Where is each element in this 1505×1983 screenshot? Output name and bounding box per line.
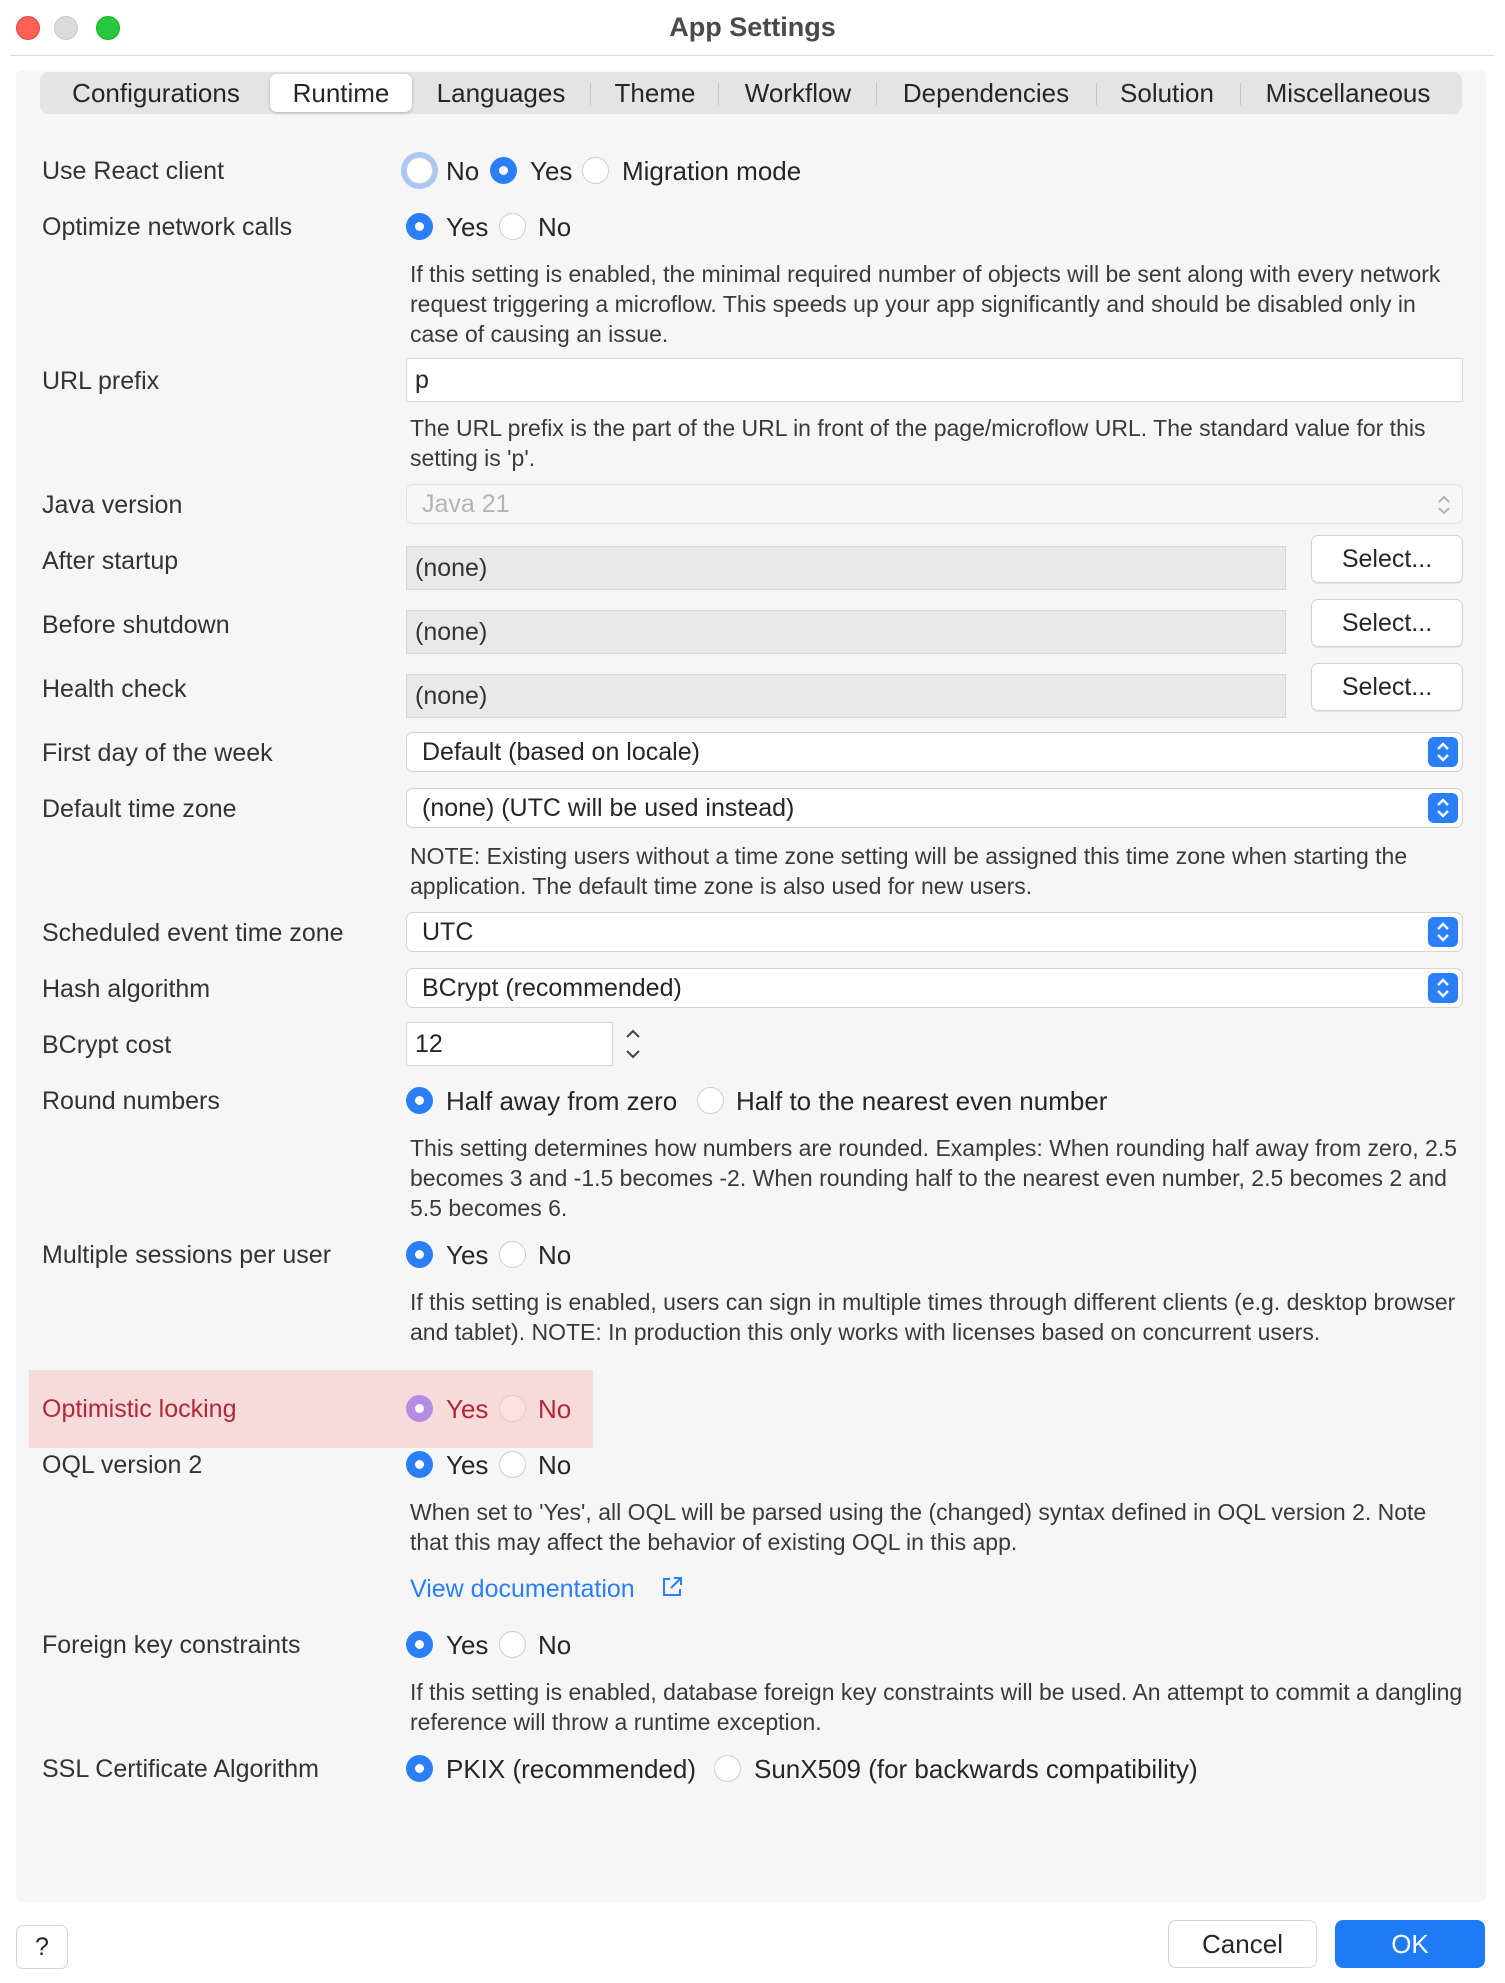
title-bar: [0, 0, 1505, 56]
scheduled-tz-select[interactable]: [406, 912, 1463, 952]
fk-yes-radio[interactable]: [406, 1631, 433, 1658]
hash-value: BCrypt (recommended): [422, 974, 682, 1002]
locking-no-label[interactable]: No: [538, 1394, 572, 1424]
scheduled-tz-label: Scheduled event time zone: [42, 919, 344, 947]
health-check-select-button[interactable]: Select...: [1311, 663, 1463, 711]
network-description: If this setting is enabled, the minimal required number of objects will be sent along with every network request triggering a microflow. This speeds up your app significantly and should be disabled only in case of causing an issue.: [410, 261, 1441, 347]
updown-chevron-icon: [1428, 917, 1458, 947]
network-label: Optimize network calls: [42, 213, 293, 241]
java-version-label: Java version: [42, 491, 183, 519]
network-yes-radio[interactable]: [406, 213, 433, 240]
oql-label: OQL version 2: [42, 1451, 203, 1479]
react-migration-label[interactable]: Migration mode: [622, 156, 802, 186]
window-title: App Settings: [669, 12, 836, 42]
oql-no-label[interactable]: No: [538, 1450, 572, 1480]
view-documentation-link[interactable]: [410, 1575, 684, 1604]
stepper-chevron-icon: [620, 1022, 646, 1066]
oql-description: When set to 'Yes', all OQL will be parsed using the (changed) syntax defined in OQL version 2. Note that this may affect the behavior of existing OQL in this app.: [410, 1499, 1427, 1555]
time-zone-select[interactable]: [406, 788, 1463, 828]
after-startup-value: (none): [406, 546, 1286, 590]
hash-label: Hash algorithm: [42, 975, 211, 1003]
url-prefix-description: The URL prefix is the part of the URL in front of the page/microflow URL. The standard value for this setting is 'p'.: [410, 415, 1426, 471]
time-zone-value: (none) (UTC will be used instead): [422, 794, 795, 822]
network-yes-label[interactable]: Yes: [446, 212, 489, 242]
after-startup-select-button[interactable]: Select...: [1311, 535, 1463, 583]
first-day-label: First day of the week: [42, 739, 273, 767]
url-prefix-label: URL prefix: [42, 367, 160, 395]
scheduled-tz-value: UTC: [422, 918, 474, 946]
java-version-value: Java 21: [422, 490, 510, 518]
sessions-yes-label[interactable]: Yes: [446, 1240, 489, 1270]
locking-no-radio[interactable]: [499, 1395, 526, 1422]
external-link-icon: [660, 1575, 684, 1599]
round-numbers-description: This setting determines how numbers are rounded. Examples: When rounding half away from zero, 2.5 becomes 3 and -1.5 becomes -2. When rounding half to the nearest even number, 2.5 becomes 2 and 5.5 becomes 6.: [410, 1135, 1458, 1221]
optimistic-locking-label: Optimistic locking: [42, 1395, 237, 1423]
cancel-button[interactable]: Cancel: [1168, 1920, 1317, 1968]
fk-label: Foreign key constraints: [42, 1631, 301, 1659]
tab-miscellaneous[interactable]: Miscellaneous: [1265, 78, 1431, 108]
before-shutdown-label: Before shutdown: [42, 611, 230, 639]
network-no-label[interactable]: No: [538, 212, 572, 242]
react-yes-label[interactable]: Yes: [530, 156, 573, 186]
ssl-label: SSL Certificate Algorithm: [42, 1755, 319, 1783]
after-startup-label: After startup: [42, 547, 179, 575]
health-check-label: Health check: [42, 675, 187, 703]
round-half-away-radio[interactable]: [406, 1087, 433, 1114]
bcrypt-label: BCrypt cost: [42, 1031, 172, 1059]
updown-chevron-icon: [1428, 793, 1458, 823]
before-shutdown-value: (none): [406, 610, 1286, 654]
tab-runtime[interactable]: Runtime: [270, 74, 412, 112]
react-no-radio[interactable]: [406, 157, 433, 184]
fk-no-label[interactable]: No: [538, 1630, 572, 1660]
locking-yes-label[interactable]: Yes: [446, 1394, 489, 1424]
view-documentation-label: View documentation: [410, 1575, 635, 1603]
react-migration-radio[interactable]: [582, 157, 609, 184]
sessions-description: If this setting is enabled, users can sign in multiple times through different clients (e.g. desktop browser and tablet). NOTE: In production this only works with licenses based on concurrent users.: [410, 1289, 1456, 1345]
before-shutdown-select-button[interactable]: Select...: [1311, 599, 1463, 647]
hash-select[interactable]: [406, 968, 1463, 1008]
fk-yes-label[interactable]: Yes: [446, 1630, 489, 1660]
ssl-sunx509-radio[interactable]: [714, 1755, 741, 1782]
help-button[interactable]: ?: [16, 1925, 68, 1969]
updown-chevron-icon: [1428, 973, 1458, 1003]
title-separator: [10, 55, 1495, 56]
tab-workflow[interactable]: Workflow: [744, 78, 852, 108]
java-version-select: [406, 484, 1463, 524]
tab-languages[interactable]: Languages: [436, 78, 566, 108]
updown-chevron-icon: [1436, 494, 1452, 516]
round-numbers-label: Round numbers: [42, 1087, 220, 1115]
tab-dependencies[interactable]: Dependencies: [902, 78, 1070, 108]
round-half-even-radio[interactable]: [697, 1087, 724, 1114]
ssl-pkix-radio[interactable]: [406, 1755, 433, 1782]
first-day-select[interactable]: [406, 732, 1463, 772]
health-check-value: (none): [406, 674, 1286, 718]
ssl-sunx509-label[interactable]: SunX509 (for backwards compatibility): [754, 1754, 1198, 1784]
sessions-no-label[interactable]: No: [538, 1240, 572, 1270]
round-half-away-label[interactable]: Half away from zero: [446, 1086, 678, 1116]
fk-no-radio[interactable]: [499, 1631, 526, 1658]
react-yes-radio[interactable]: [490, 157, 517, 184]
bcrypt-cost-input[interactable]: 12: [406, 1022, 613, 1066]
sessions-label: Multiple sessions per user: [42, 1241, 332, 1269]
tab-divider: [1096, 83, 1097, 105]
tab-divider: [718, 83, 719, 105]
first-day-value: Default (based on locale): [422, 738, 700, 766]
react-no-label[interactable]: No: [446, 156, 480, 186]
sessions-no-radio[interactable]: [499, 1241, 526, 1268]
sessions-yes-radio[interactable]: [406, 1241, 433, 1268]
bcrypt-cost-stepper[interactable]: [620, 1022, 646, 1066]
updown-chevron-icon: [1428, 737, 1458, 767]
time-zone-label: Default time zone: [42, 795, 237, 823]
tab-configurations[interactable]: Configurations: [72, 78, 240, 108]
tab-theme[interactable]: Theme: [614, 78, 696, 108]
oql-no-radio[interactable]: [499, 1451, 526, 1478]
ok-button[interactable]: OK: [1335, 1920, 1485, 1968]
tab-divider: [876, 83, 877, 105]
oql-yes-radio[interactable]: [406, 1451, 433, 1478]
time-zone-description: NOTE: Existing users without a time zone setting will be assigned this time zone when starting the application. The default time zone is also used for new users.: [410, 843, 1408, 899]
tab-divider: [1240, 83, 1241, 105]
locking-yes-radio[interactable]: [406, 1395, 433, 1422]
tab-divider: [590, 83, 591, 105]
round-half-even-label[interactable]: Half to the nearest even number: [736, 1086, 1108, 1116]
react-client-label: Use React client: [42, 157, 225, 185]
fk-description: If this setting is enabled, database foreign key constraints will be used. An attempt to commit a dangling reference will throw a runtime exception.: [410, 1679, 1463, 1735]
tab-solution[interactable]: Solution: [1120, 78, 1214, 108]
ssl-pkix-label[interactable]: PKIX (recommended): [446, 1754, 696, 1784]
oql-yes-label[interactable]: Yes: [446, 1450, 489, 1480]
network-no-radio[interactable]: [499, 213, 526, 240]
url-prefix-input[interactable]: p: [406, 358, 1463, 402]
